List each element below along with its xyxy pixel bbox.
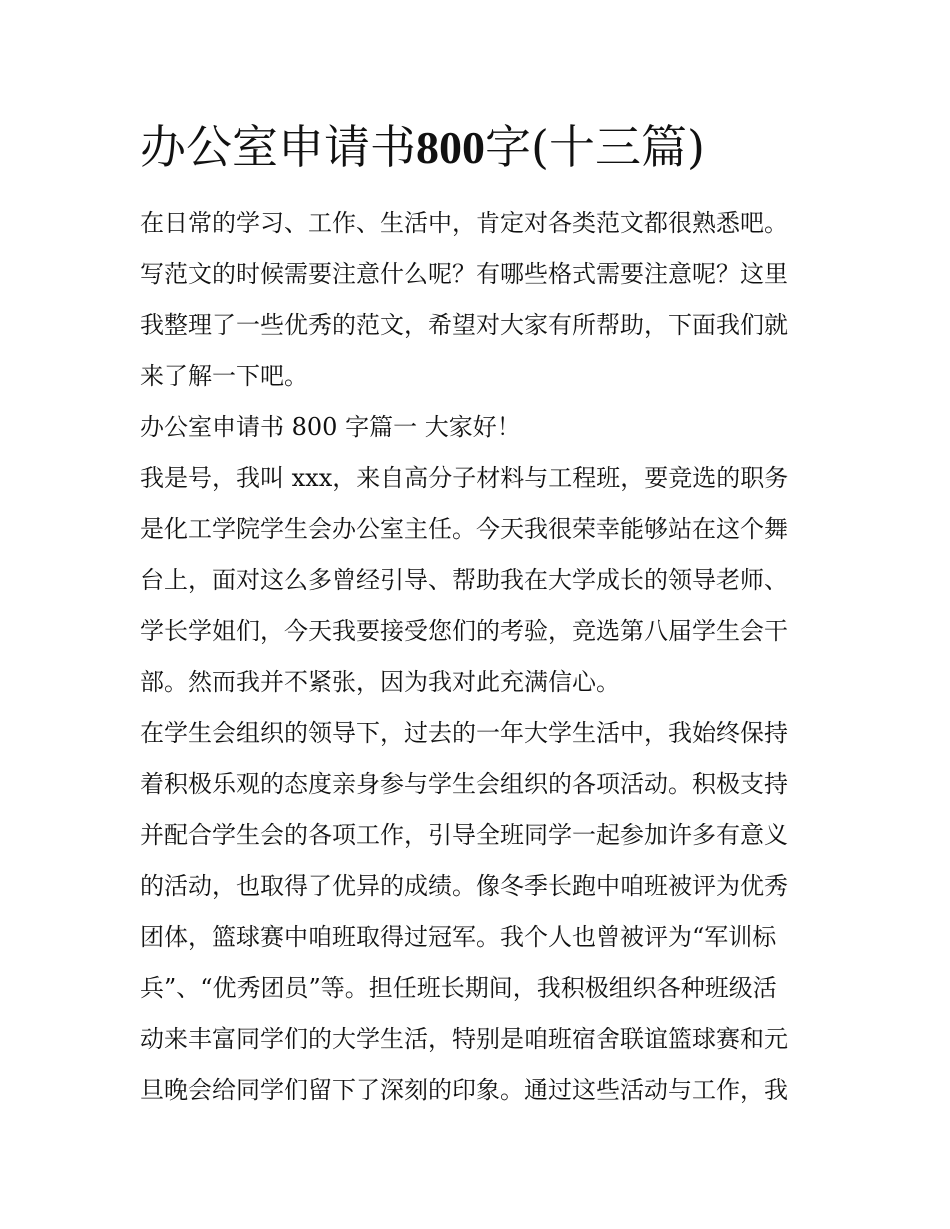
- text-line: 兵”、“优秀团员”等。担任班长期间，我积极组织各种班级活: [140, 974, 777, 1002]
- text-line: 我整理了一些优秀的范文，希望对大家有所帮助，下面我们就: [140, 311, 788, 339]
- text-line: 动来丰富同学们的大学生活，特别是咱班宿舍联谊篮球赛和元: [140, 1025, 788, 1053]
- text-line: 学长学姐们，今天我要接受您们的考验，竞选第八届学生会干: [140, 617, 788, 645]
- text-line: 台上，面对这么多曾经引导、帮助我在大学成长的领导老师、: [140, 566, 788, 594]
- text-line: 的活动，也取得了优异的成绩。像冬季长跑中咱班被评为优秀: [140, 872, 788, 900]
- title-number: 800: [416, 122, 485, 173]
- title-suffix: 字(十三篇): [485, 120, 705, 174]
- text-line: 我是号，我叫 xxx，来自高分子材料与工程班，要竞选的职务: [140, 464, 789, 492]
- document-body: [140, 198, 830, 1116]
- text-line: 旦晚会给同学们留下了深刻的印象。通过这些活动与工作，我: [140, 1076, 788, 1104]
- page-title: [140, 112, 860, 183]
- section-heading-line: 办公室申请书 800 字篇一 大家好！: [140, 413, 521, 441]
- text-line: 来了解一下吧。: [140, 362, 308, 390]
- text-line: 是化工学院学生会办公室主任。今天我很荣幸能够站在这个舞: [140, 515, 788, 543]
- text-line: 写范文的时候需要注意什么呢？有哪些格式需要注意呢？这里: [140, 260, 788, 288]
- text-line: 团体，篮球赛中咱班取得过冠军。我个人也曾被评为“军训标: [140, 923, 777, 951]
- text-line: 在日常的学习、工作、生活中，肯定对各类范文都很熟悉吧。: [140, 209, 788, 237]
- text-line: 在学生会组织的领导下，过去的一年大学生活中，我始终保持: [140, 719, 788, 747]
- text-line: 着积极乐观的态度亲身参与学生会组织的各项活动。积极支持: [140, 770, 788, 798]
- text-line: 部。然而我并不紧张，因为我对此充满信心。: [140, 668, 620, 696]
- title-prefix: 办公室申请书: [140, 120, 416, 174]
- text-line: 并配合学生会的各项工作，引导全班同学一起参加许多有意义: [140, 821, 788, 849]
